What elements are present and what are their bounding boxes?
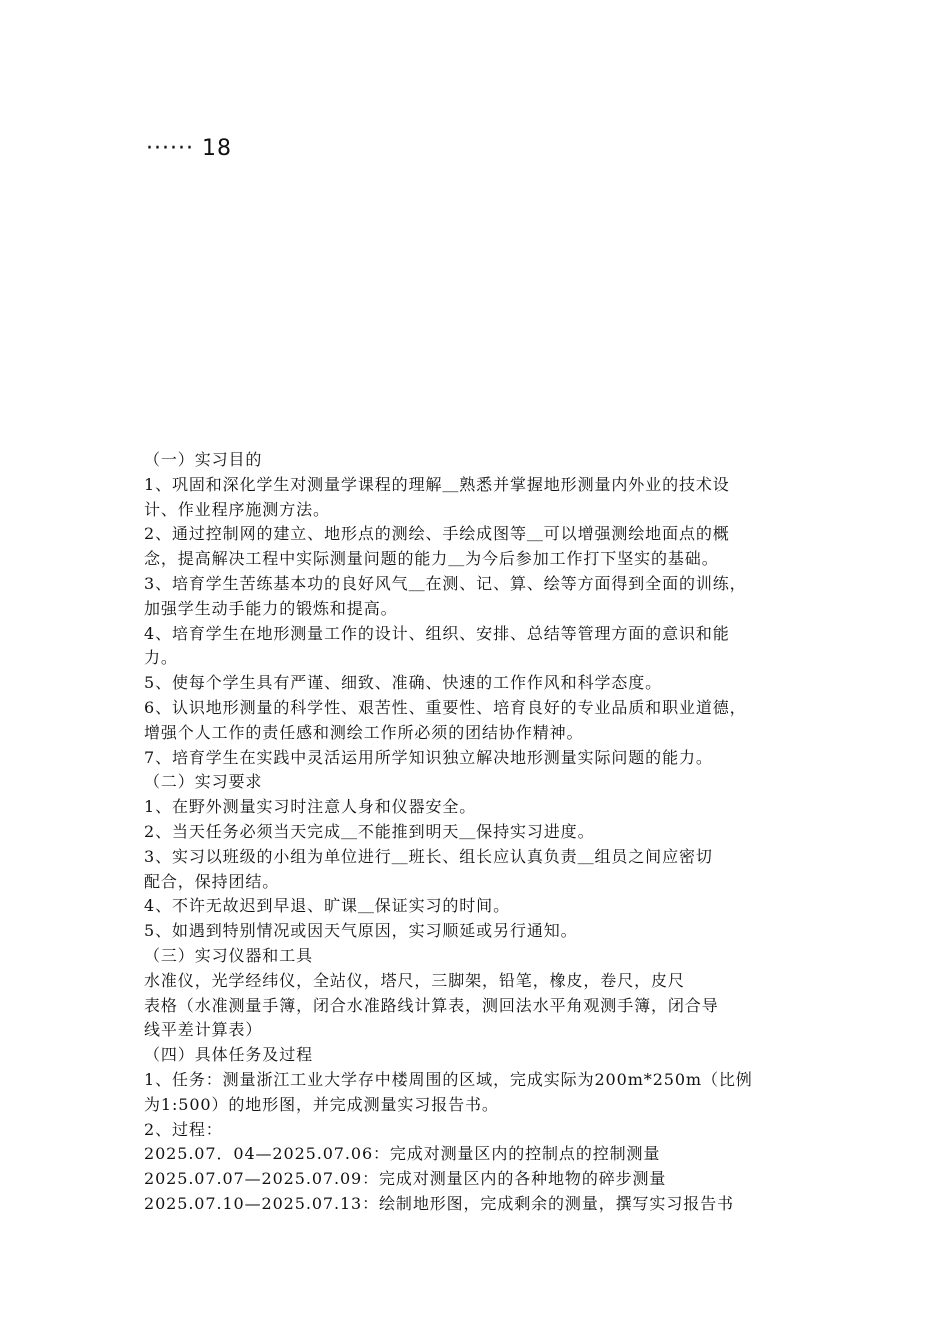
section-requirements — [144, 770, 834, 944]
section-tasks — [144, 1043, 834, 1217]
text-line: 5、使每个学生具有严谨、细致、准确、快速的工作作风和科学态度。 — [144, 673, 663, 693]
text-line: 4、不许无故迟到早退、旷课＿保证实习的时间。 — [144, 896, 510, 916]
text-line: 4、培育学生在地形测量工作的设计、组织、安排、总结等管理方面的意识和能 — [144, 623, 730, 643]
text-line: 增强个人工作的责任感和测绘工作所必须的团结协作精神。 — [144, 722, 584, 742]
section-heading: （四）具体任务及过程 — [144, 1045, 314, 1065]
text-line: 表格（水准测量手簿，闭合水准路线计算表，测回法水平角观测手簿，闭合导 — [144, 995, 719, 1015]
text-line: 1、在野外测量实习时注意人身和仪器安全。 — [144, 797, 477, 817]
text-line: 7、培育学生在实践中灵活运用所学知识独立解决地形测量实际问题的能力。 — [144, 747, 713, 767]
text-line: 3、培育学生苦练基本功的良好风气＿在测、记、算、绘等方面得到全面的训练， — [144, 573, 747, 593]
toc-page-number-fragment: ······ 18 — [146, 136, 232, 161]
text-line: 2、过程： — [144, 1119, 223, 1139]
text-line: 3、实习以班级的小组为单位进行＿班长、组长应认真负责＿组员之间应密切 — [144, 846, 713, 866]
text-line: 2、通过控制网的建立、地形点的测绘、手绘成图等＿可以增强测绘地面点的概 — [144, 524, 730, 544]
text-line: 为1:500）的地形图，并完成测量实习报告书。 — [144, 1094, 499, 1114]
section-heading: （一）实习目的 — [144, 450, 263, 469]
text-line: 1、任务：测量浙江工业大学存中楼周围的区域，完成实际为200m*250m（比例 — [144, 1069, 753, 1089]
document-body — [144, 448, 834, 1217]
text-line: 线平差计算表） — [144, 1020, 263, 1040]
section-instruments — [144, 944, 834, 1043]
paragraph-lines — [144, 969, 834, 1043]
text-line: 加强学生动手能力的锻炼和提高。 — [144, 598, 398, 618]
paragraph-lines — [144, 473, 834, 771]
section-heading: （三）实习仪器和工具 — [144, 945, 314, 965]
text-line: 6、认识地形测量的科学性、艰苦性、重要性、培育良好的专业品质和职业道德， — [144, 697, 747, 717]
text-line: 力。 — [144, 648, 178, 668]
section-purpose — [144, 448, 834, 770]
text-line: 计、作业程序施测方法。 — [144, 499, 330, 519]
text-line: 念，提高解决工程中实际测量问题的能力＿为今后参加工作打下坚实的基础。 — [144, 549, 719, 569]
text-line: 5、如遇到特别情况或因天气原因，实习顺延或另行通知。 — [144, 921, 578, 941]
paragraph-lines — [144, 795, 834, 944]
text-line: 2025.07.07—2025.07.09：完成对测量区内的各种地物的碎步测量 — [144, 1169, 667, 1189]
text-line: 配合，保持团结。 — [144, 871, 280, 891]
paragraph-lines — [144, 1068, 834, 1217]
section-heading: （二）实习要求 — [144, 772, 263, 792]
text-line: 1、巩固和深化学生对测量学课程的理解＿熟悉并掌握地形测量内外业的技术设 — [144, 474, 730, 494]
text-line: 2、当天任务必须当天完成＿不能推到明天＿保持实习进度。 — [144, 821, 595, 841]
text-line: 水准仪，光学经纬仪，全站仪，塔尺，三脚架，铅笔，橡皮，卷尺，皮尺 — [144, 970, 685, 990]
text-line: 2025.07．04—2025.07.06：完成对测量区内的控制点的控制测量 — [144, 1144, 661, 1164]
text-line: 2025.07.10—2025.07.13：绘制地形图，完成剩余的测量，撰写实习报告书 — [144, 1193, 734, 1213]
